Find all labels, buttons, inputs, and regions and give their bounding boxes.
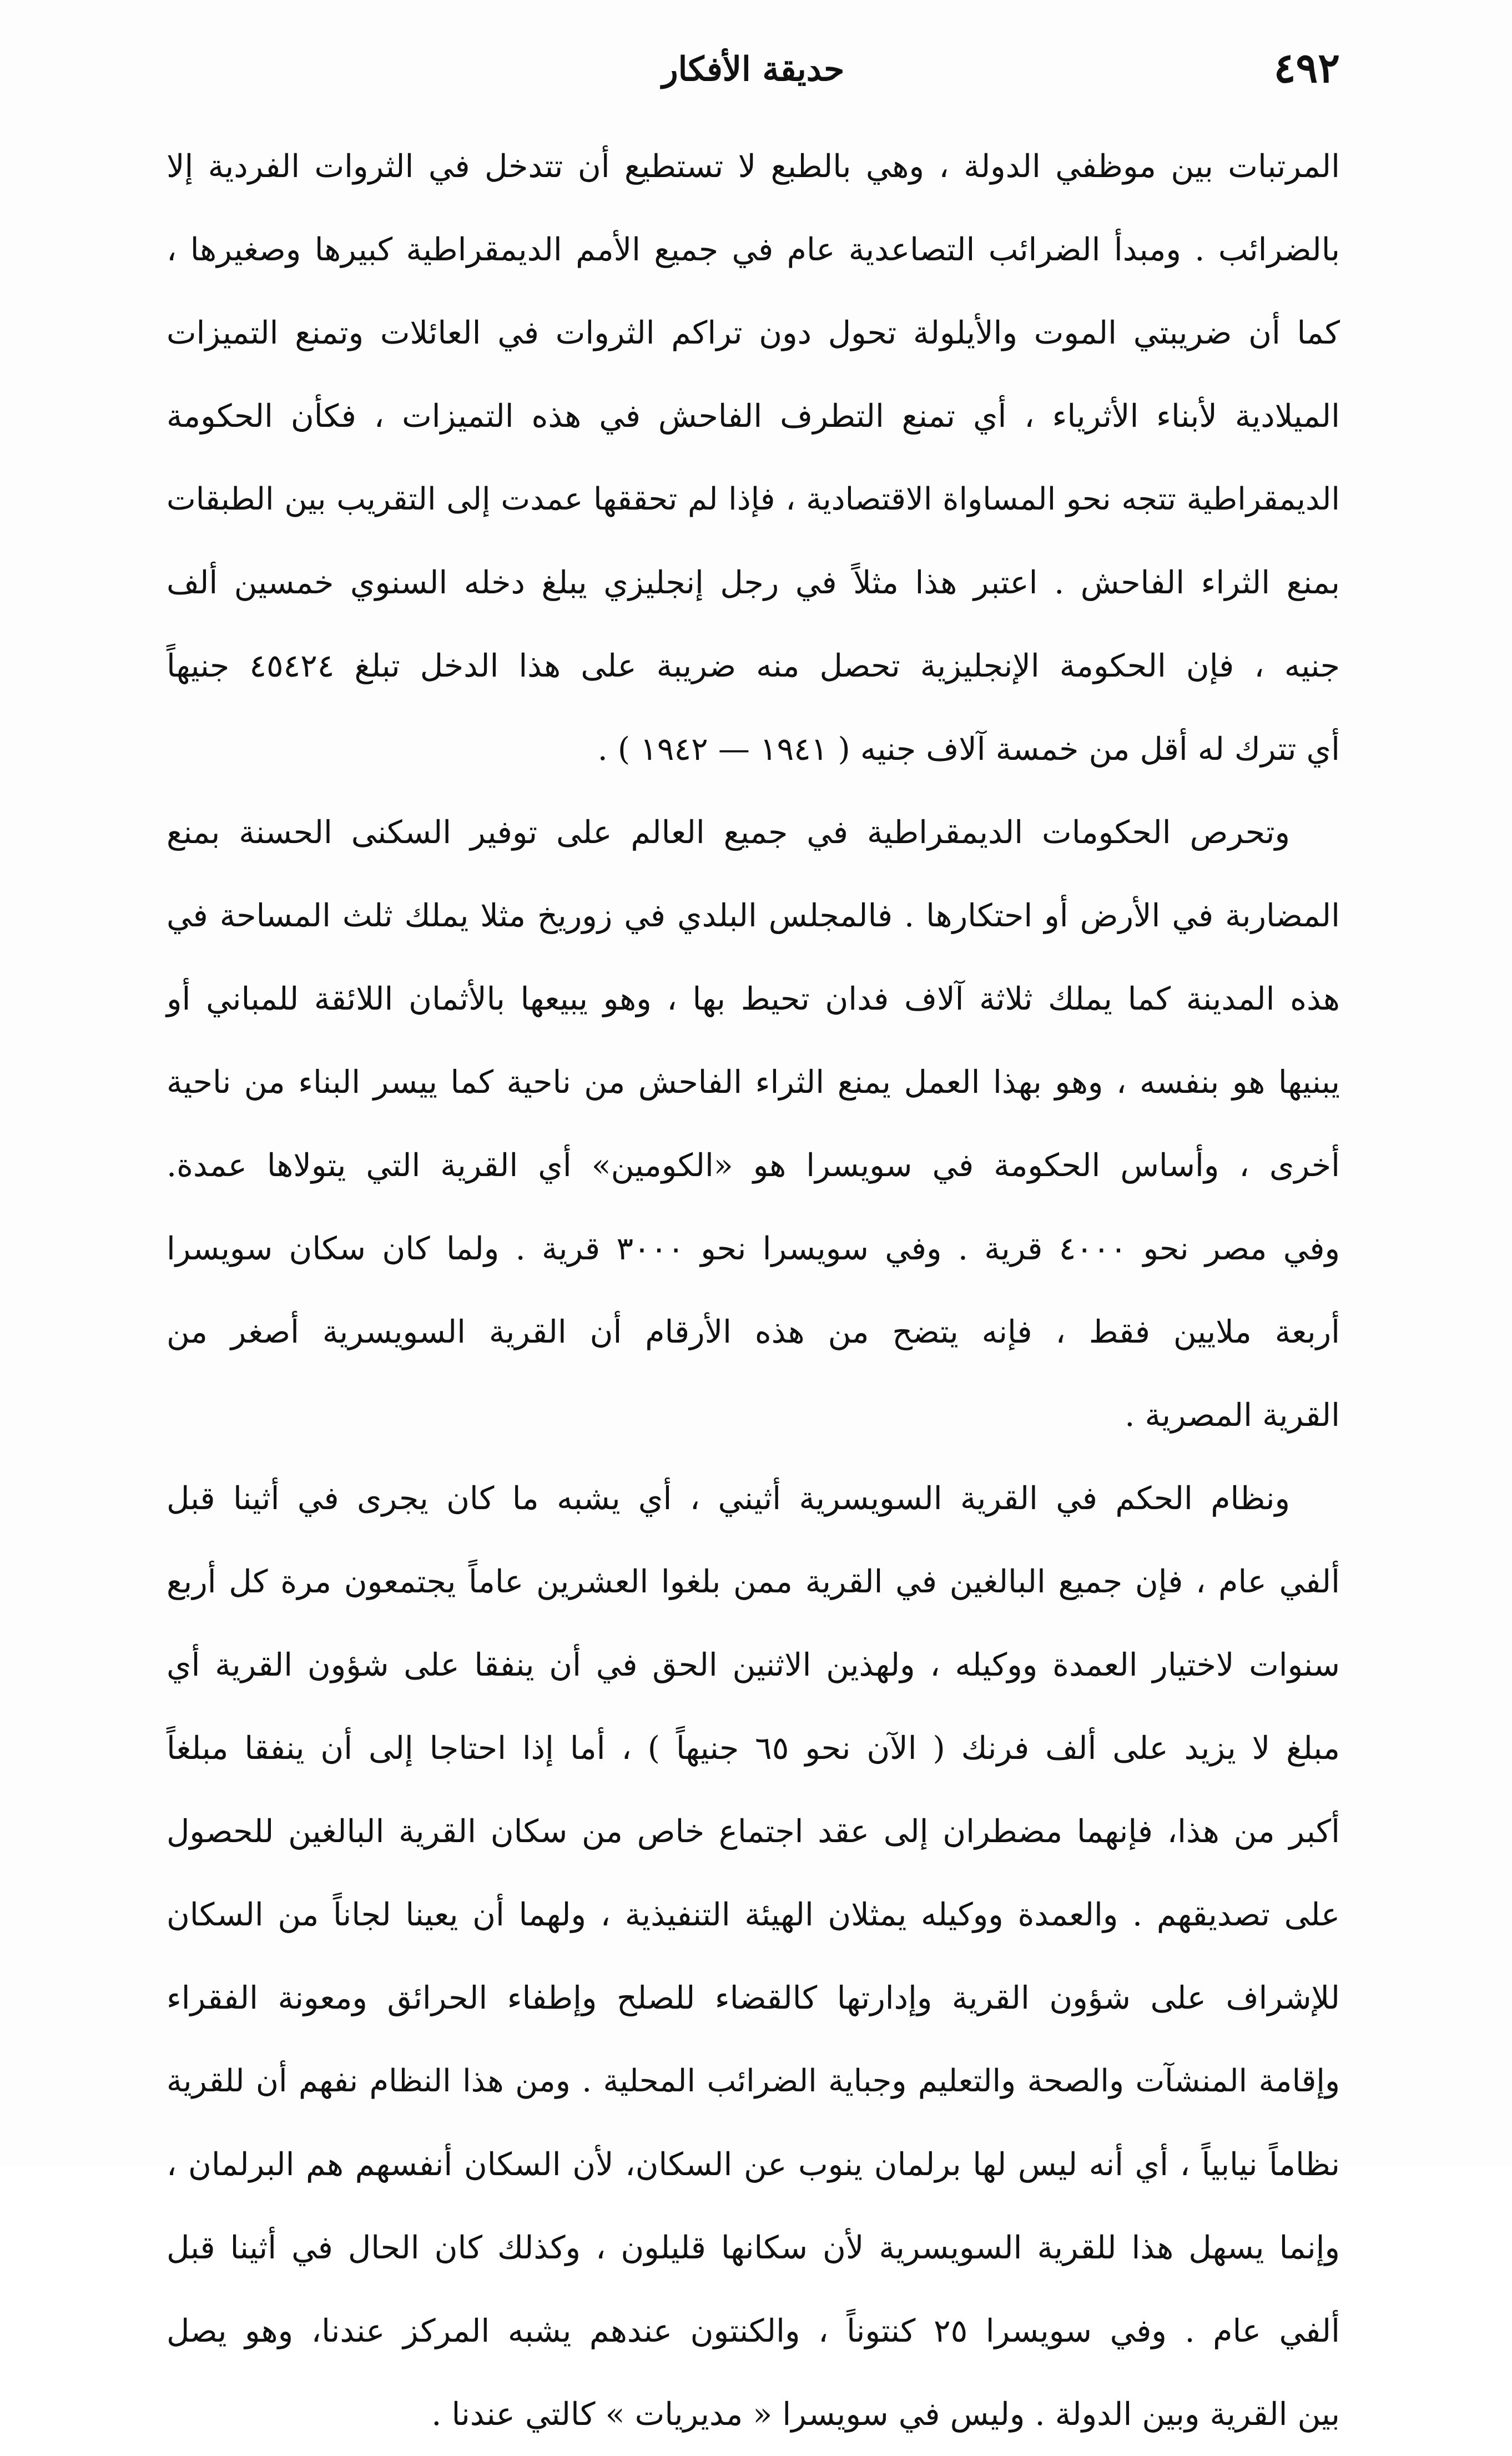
running-title: حديقة الأفكار [662, 50, 845, 89]
running-header [167, 39, 1340, 100]
text-line: ألفي عام ، فإن جميع البالغين في القرية ممن بلغوا العشرين عاماً يجتمعون مرة كل أربع [167, 1564, 1340, 1600]
text-line: الديمقراطية تتجه نحو المساواة الاقتصادية ، فإذا لم تحققها عمدت إلى التقريب بين الطبقات [167, 481, 1340, 517]
paragraph-income-tax [167, 125, 1340, 791]
paragraph-village-government [167, 1457, 1340, 2456]
text-line: مبلغ لا يزيد على ألف فرنك ( الآن نحو ٦٥ جنيهاً ) ، أما إذا احتاجا إلى أن ينفقا مبلغاً [167, 1730, 1340, 1767]
text-line: ألفي عام . وفي سويسرا ٢٥ كنتوناً ، والكنتون عندهم يشبه المركز عندنا، وهو يصل [167, 2313, 1340, 2349]
text-line: وتحرص الحكومات الديمقراطية في جميع العالم على توفير السكنى الحسنة بمنع [167, 814, 1290, 851]
text-line: ونظام الحكم في القرية السويسرية أثيني ، أي يشبه ما كان يجرى في أثينا قبل [167, 1480, 1290, 1517]
text-line: هذه المدينة كما يملك ثلاثة آلاف فدان تحيط بها ، وهو يبيعها بالأثمان اللائقة للمباني أو [167, 981, 1340, 1017]
paragraph-housing [167, 791, 1340, 1457]
text-line: وإقامة المنشآت والصحة والتعليم وجباية الضرائب المحلية . ومن هذا النظام نفهم أن للقرية [167, 2063, 1340, 2099]
text-line: يبنيها هو بنفسه ، وهو بهذا العمل يمنع الثراء الفاحش من ناحية كما ييسر البناء من ناحية [167, 1064, 1340, 1101]
text-line: وإنما يسهل هذا للقرية السويسرية لأن سكانها قليلون ، وكذلك كان الحال في أثينا قبل [167, 2230, 1340, 2266]
text-line: كما أن ضريبتي الموت والأيلولة تحول دون تراكم الثروات في العائلات وتمنع التميزات [167, 315, 1340, 351]
text-line: بالضرائب . ومبدأ الضرائب التصاعدية عام في جميع الأمم الديمقراطية كبيرها وصغيرها ، [167, 231, 1340, 268]
text-line: سنوات لاختيار العمدة ووكيله ، ولهذين الاثنين الحق في أن ينفقا على شؤون القرية أي [167, 1647, 1340, 1683]
text-line: أخرى ، وأساس الحكومة في سويسرا هو «الكومين» أي القرية التي يتولاها عمدة. [167, 1147, 1340, 1184]
text-line: بين القرية وبين الدولة . وليس في سويسرا « مديريات » كالتي عندنا . [431, 2396, 1340, 2433]
text-line: أربعة ملايين فقط ، فإنه يتضح من هذه الأرقام أن القرية السويسرية أصغر من [167, 1314, 1340, 1350]
text-line: بمنع الثراء الفاحش . اعتبر هذا مثلاً في رجل إنجليزي يبلغ دخله السنوي خمسين ألف [167, 564, 1340, 601]
text-line: على تصديقهم . والعمدة ووكيله يمثلان الهيئة التنفيذية ، ولهما أن يعينا لجاناً من السكان [167, 1897, 1340, 1933]
text-line: أي تترك له أقل من خمسة آلاف جنيه ( ١٩٤١ — ١٩٤٢ ) . [597, 731, 1340, 768]
text-line: نظاماً نيابياً ، أي أنه ليس لها برلمان ينوب عن السكان، لأن السكان أنفسهم هم البرلمان ، [167, 2146, 1340, 2183]
text-line: وفي مصر نحو ٤٠٠٠ قرية . وفي سويسرا نحو ٣٠٠٠ قرية . ولما كان سكان سويسرا [167, 1230, 1340, 1267]
body-text [167, 125, 1340, 2456]
text-line: أكبر من هذا، فإنهما مضطران إلى عقد اجتماع خاص من سكان القرية البالغين للحصول [167, 1813, 1340, 1850]
text-line: المرتبات بين موظفي الدولة ، وهي بالطبع لا تستطيع أن تتدخل في الثروات الفردية إلا [167, 148, 1340, 185]
text-line: الميلادية لأبناء الأثرياء ، أي تمنع التطرف الفاحش في هذه التميزات ، فكأن الحكومة [167, 398, 1340, 435]
text-line: المضاربة في الأرض أو احتكارها . فالمجلس البلدي في زوريخ مثلا يملك ثلث المساحة في [167, 897, 1340, 934]
text-line: للإشراف على شؤون القرية وإدارتها كالقضاء للصلح وإطفاء الحرائق ومعونة الفقراء [167, 1980, 1340, 2016]
text-line: جنيه ، فإن الحكومة الإنجليزية تحصل منه ضريبة على هذا الدخل تبلغ ٤٥٤٢٤ جنيهاً [167, 648, 1340, 684]
text-line: القرية المصرية . [1125, 1397, 1340, 1434]
page-number: ٤٩٢ [1273, 44, 1340, 92]
